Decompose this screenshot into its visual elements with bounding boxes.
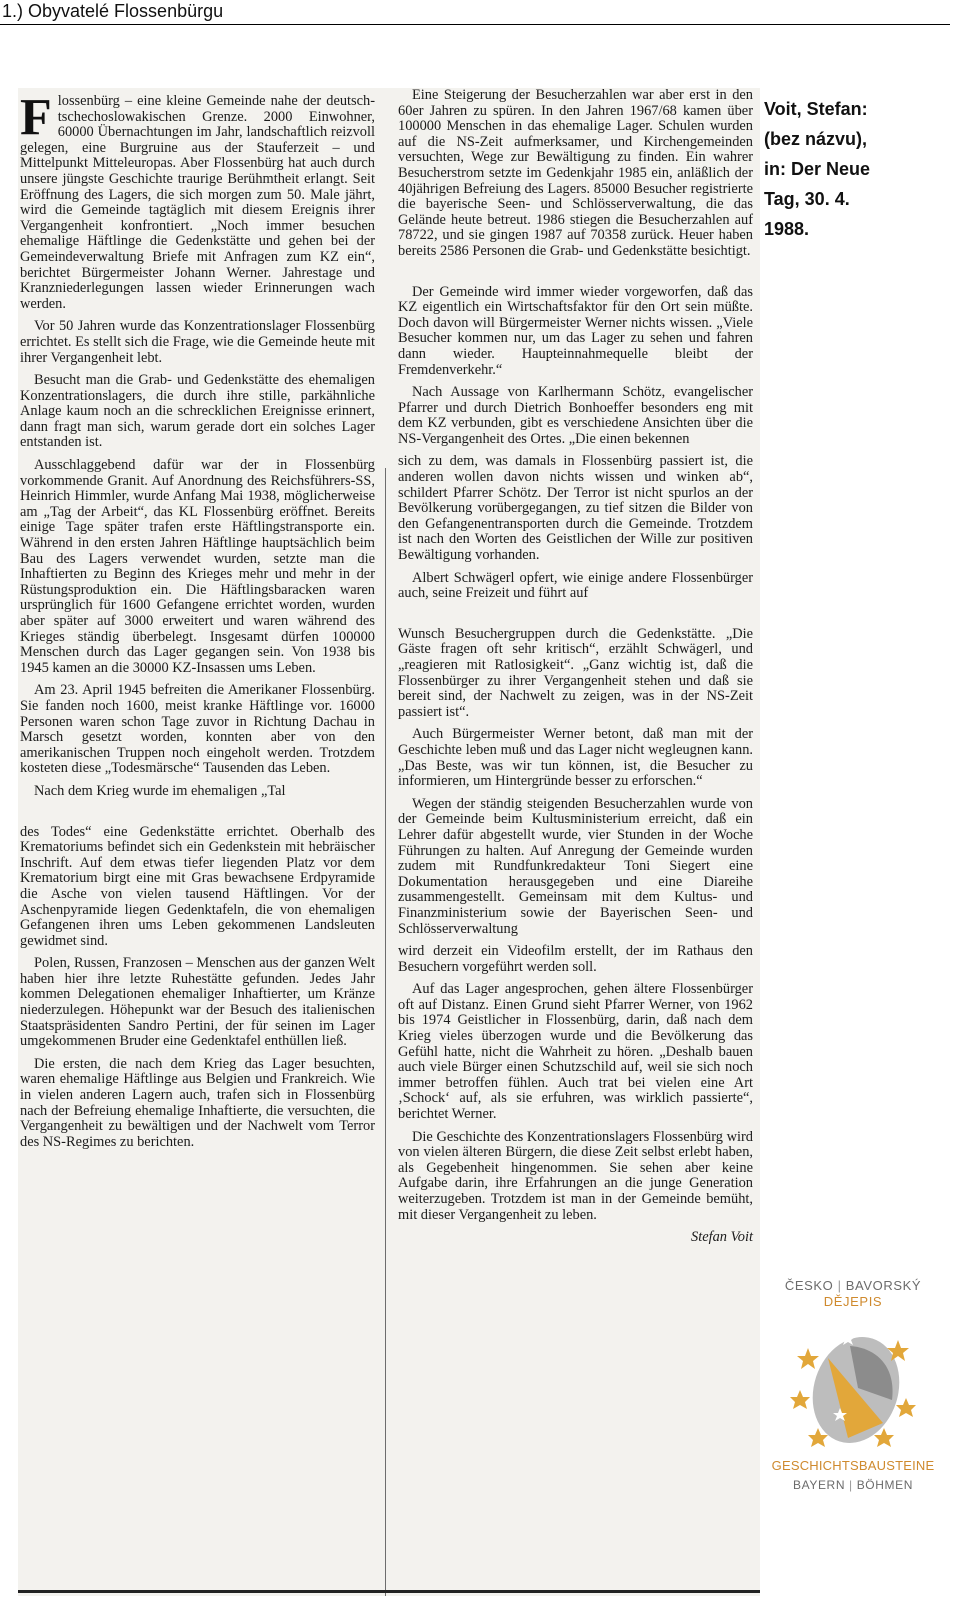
article-paragraph: Wunsch Besuchergruppen durch die Gedenkstätte. „Die Gäste fragen oft sehr kritisch“, erzählt Schwägerl, und „reagieren mit Ratlosigkeit“. „Ganz wichtig ist, daß die Flossenbürger zu ihrer Vergangenheit stehen und daß sie bereit sind, der Nachwelt zu zeigen, was in der NS-Zeit passiert ist“. — [398, 625, 753, 720]
article-paragraph: wird derzeit ein Videofilm erstellt, der im Rathaus den Besuchern vorgeführt werden soll. — [398, 943, 753, 975]
article-column-left — [20, 89, 375, 1157]
citation-title: (bez názvu), — [764, 129, 868, 149]
logo-word: ČESKO — [784, 1278, 834, 1293]
project-logo — [758, 1278, 948, 1500]
article-paragraph: Der Gemeinde wird immer wieder vorgeworfen, daß das KZ eigentlich ein Wirtschaftsfaktor für den Ort sein müßte. Doch davon will Bürgermeister Werner nichts wissen. „Viele Besucher kommen nur, um das Lager zu sehen und fahren dann wieder. Haupteinnahmequelle bleibt der Fremdenverkehr.“ — [398, 283, 753, 378]
citation-source: in: Der Neue — [764, 159, 871, 179]
article-paragraph: Auch Bürgermeister Werner betont, daß man mit der Geschichte leben muß und das Lager nicht wegleugnen kann. „Das Beste, was wir tun können, ist, die Besucher zu informieren, um Hintergründe besser zu erforschen.“ — [398, 726, 753, 790]
article-paragraph: Vor 50 Jahren wurde das Konzentrationslager Flossenbürg errichtet. Es stellt sich die Frage, wie die Gemeinde heute mit ihrer Vergangenheit lebt. — [20, 318, 375, 366]
bottom-rule — [18, 1590, 760, 1593]
column-gap — [20, 807, 375, 825]
logo-word: BAVORSKÝ — [845, 1278, 922, 1293]
article-paragraph: Wegen der ständig steigenden Besucherzahlen wurde von der Gemeinde beim Kultusministerium erreicht, daß ein Lehrer dafür abgestellt wurde, vier Stunden in der Woche Führungen zu halten. Auf Anregung der Gemeinde wurden zudem mit Rundfunkredakteur Toni Siegert eine Dokumentation herausgegeben und eine Diareihe zusammengestellt. Gemeinsam mit dem Kultus- und Finanzministerium sowie der Bayerischen Seen- und Schlösserverwaltung — [398, 795, 753, 937]
citation-year: 1988. — [764, 219, 810, 239]
citation-date: Tag, 30. 4. — [764, 189, 850, 209]
article-paragraph: Besucht man die Grab- und Gedenkstätte des ehemaligen Konzentrationslagers, die durch ihre stille, parkähnliche Anlage kaum noch an die schrecklichen Ereignisse erinnert, dann fragt man sich, warum gerade dort ein solches Lager entstanden ist. — [20, 372, 375, 451]
article-column-right — [398, 88, 753, 1253]
article-paragraph: Polen, Russen, Franzosen – Menschen aus der ganzen Welt haben hier ihre letzte Ruhestätte gefunden. Jedes Jahr kommen Delegationen ehemaliger Inhaftierter, um Kränze niederzulegen. Höhepunkt war der Besuch des italienischen Staatspräsidenten Sandro Pertini, der für seinen im Lager umgekommenen Bruder eine Gedenktafel enthüllen ließ. — [20, 955, 375, 1050]
logo-subtitle: GESCHICHTSBAUSTEINE — [771, 1458, 935, 1473]
page-header — [0, 0, 950, 25]
article-paragraph: Auf das Lager angesprochen, gehen ältere Flossenbürger oft auf Distanz. Einen Grund sieht Pfarrer Werner, von 1962 bis 1974 Geistlicher in Flossenbürg, darin, daß nach dem Krieg vieles überzogen wurde und die Bevölkerung das Gefühl hatte, nicht die Wahrheit zu hören. „Deshalb bauen auch viele Bürger einen Schutzschild auf, weil sie sich noch immer betroffen fühlen. Auch trat bei vielen eine Art ‚Schock‘ auf, als sie erfuhren, was wirklich passierte“, berichtet Werner. — [398, 981, 753, 1123]
article-paragraph: Nach dem Krieg wurde im ehemaligen „Tal — [34, 782, 286, 799]
article-paragraph: Albert Schwägerl opfert, wie einige andere Flossenbürger auch, seine Freizeit und führt auf — [398, 569, 753, 602]
article-paragraph — [20, 89, 375, 312]
newspaper-clipping — [18, 88, 760, 1596]
article-paragraph: Die ersten, die nach dem Krieg das Lager besuchten, waren ehemalige Häftlinge aus Belgien und Frankreich. Wie in vielen anderen Lagern auch, trafen sich in Flossenbürg nach der Befreiung ehemalige Inhaftierte, die versuchten, die Vergangenheit zu bewältigen und der Nachwelt vom Terror des NS-Regimes zu berichten. — [20, 1055, 375, 1150]
article-paragraph: Eine Steigerung der Besucherzahlen war aber erst in den 60er Jahren zu spüren. In den Jahren 1967/68 kamen über 100000 Menschen in das ehemalige Lager. Schulen wurden auf die NS-Zeit aufmerksamer, und Kirchengemeinden versuchten, Wege zur Bewältigung zu finden. Ein wahrer Besucherstrom setzte im Gedenkjahr 1985 ein, anläßlich der 40jährigen Befreiung des Lagers. 85000 Besucher registrierte die bayerische Seen- und Schlösserverwaltung, die das Gelände heute betreut. 1986 stiegen die Besucherzahlen auf 78722, und sie gingen 1987 auf 70358 zurück. Heuer haben bereits 2586 Personen die Grab- und Gedenkstätte besichtigt. — [398, 88, 753, 259]
logo-emblem-icon — [788, 1328, 918, 1453]
source-citation — [764, 94, 904, 244]
logo-subtitle-regions: BAYERN | BÖHMEN — [793, 1478, 913, 1492]
article-paragraph: Nach Aussage von Karlhermann Schötz, evangelischer Pfarrer und durch Dietrich Bonhoeffer besonders eng mit dem KZ verbunden, gibt es verschiedene Ansichten über die NS-Vergangenheit des Ortes. „Die einen bekennen — [398, 384, 753, 447]
article-paragraph: Ausschlaggebend dafür war der in Flossenbürg vorkommende Granit. Auf Anordnung des Reichsführers-SS, Heinrich Himmler, wurde Anfang Mai 1938, möglicherweise am „Tag der Arbeit“, das KL Flossenbürg eröffnet. Bereits einige Tage später trafen erste Häftlingstransporte ein. Während in den ersten Jahren Häftlinge hauptsächlich beim Bau des Lagers verwendet wurden, setzte man die Inhaftierten zu Beginn des Krieges mehr und mehr in der Rüstungsproduktion ein. Die Häftlingsbaracken waren ursprünglich für 1600 Gefangene errichtet worden, wurden aber später auf 3000 erweitert und waren während des Krieges ständig überbelegt. Insgesamt dürfen 100000 Menschen durch das Lager gegangen sein. Von 1938 bis 1945 kamen an die 30000 KZ-Insassen ums Leben. — [20, 457, 375, 676]
citation-author: Voit, Stefan: — [764, 99, 868, 119]
logo-word: BÖHMEN — [856, 1478, 913, 1492]
column-gap — [398, 609, 753, 627]
article-paragraph: Am 23. April 1945 befreiten die Amerikaner Flossenbürg. Sie fanden noch 1600, meist kranke Häftlinge vor. 16000 Personen waren schon Tage zuvor in Richtung Dachau in Marsch gesetzt worden, konnten aber von den amerikanischen Truppen noch eingeholt werden. Trotzdem kosteten diese „Todesmärsche“ Tausenden das Leben. — [20, 682, 375, 777]
logo-word: BAYERN — [793, 1478, 846, 1492]
article-paragraph: des Todes“ eine Gedenkstätte errichtet. Oberhalb des Krematoriums befindet sich ein Gedenkstein mit hebräischer Inschrift. Auf dem etwas tiefer liegenden Platz vor dem Krematorium birgt eine mit Gras bewachsene Erdpyramide die Asche von vielen tausend Häftlingen. Vor der Aschenpyramide liegen Gedenktafeln, die von ehemaligen Gefangenen ihren ums Leben gekommenen Landsleuten gewidmet sind. — [20, 823, 375, 949]
drop-cap: F — [20, 89, 52, 146]
article-paragraph: sich zu dem, was damals in Flossenbürg passiert ist, die anderen wollen davon nichts wissen und winken ab“, schildert Pfarrer Schötz. Der Terror ist nicht spurlos an der Bevölkerung vorübergegangen, zu tief sitzen die Bilder von den Gefangenentransporten durch die Gemeinde. Trotzdem ist nach den Worten des Geistlichen der Wille zur positiven Bewältigung vorhanden. — [398, 453, 753, 564]
logo-title-top: ČESKO | BAVORSKÝ — [784, 1278, 922, 1293]
paragraph-text: lossenbürg – eine kleine Gemeinde nahe der deutsch-tschechoslowakischen Grenze. 2000 Einwohner, 60000 Übernachtungen im Jahr, landschaftlich reizvoll gelegen, eine Burgruine aus der Stauferzeit – und Mittelpunkt Mitteleuropas. Aber Flossenbürg hat auch durch unsere jüngste Geschichte traurige Berühmtheit erlangt. Seit Eröffnung des Lagers, die sich morgen zum 50. Male jährt, wird die Gemeinde tagtäglich mit diesem Ereignis ihrer Vergangenheit konfrontiert. „Noch immer besuchen ehemalige Häftlinge die Gedenkstätte und gehen bei der Gemeindeverwaltung Briefe mit Anfragen zum KZ ein“, berichtet Bürgermeister Johann Werner. Jahrestage und Kranzniederlegungen lassen wieder Erinnerungen wach werden. — [20, 93, 375, 312]
column-divider — [385, 468, 386, 1596]
article-paragraph: Die Geschichte des Konzentrationslagers Flossenbürg wird von vielen älteren Bürgern, die diese Zeit selbst erlebt haben, als Gegebenheit hingenommen. Sie sehen aber keine Aufgabe darin, ihre Erfahrungen an die junge Generation weiterzugeben. Trotzdem ist man in der Gemeinde bemüht, mit dieser Vergangenheit zu leben. — [398, 1128, 753, 1223]
section-title: 1.) Obyvatelé Flossenbürgu — [2, 1, 224, 21]
article-signature: Stefan Voit — [691, 1229, 753, 1246]
logo-title-second: DĚJEPIS — [823, 1294, 883, 1309]
column-gap — [398, 267, 753, 285]
